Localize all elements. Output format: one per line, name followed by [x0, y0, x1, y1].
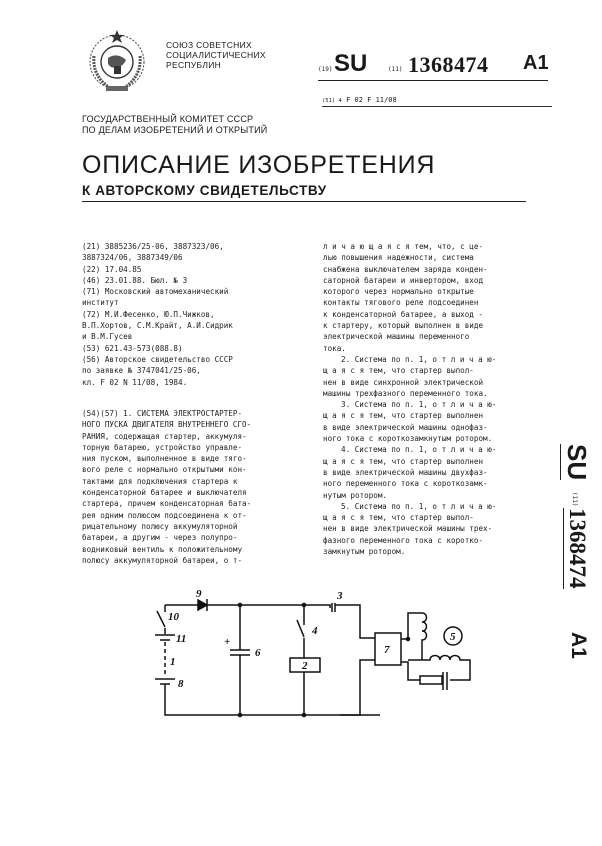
- country-line: СОЮЗ СОВЕТСНИХ: [166, 40, 252, 50]
- claims-left: [82, 408, 251, 566]
- bib-line: по заявке № 3747041/25-06,: [82, 366, 201, 376]
- bib-line: институт: [82, 298, 119, 308]
- claim-line: контакты тягового реле подсоединен: [323, 298, 479, 308]
- circuit-diagram: [140, 590, 490, 720]
- country-line: СОЦИАЛИСТИЧЕСНИХ: [166, 50, 266, 60]
- label-6: 6: [255, 647, 261, 659]
- bib-line: и В.М.Гусев: [82, 332, 133, 342]
- label-7: 7: [384, 644, 390, 656]
- winding: [422, 613, 427, 660]
- code-11-label: (11): [388, 66, 403, 73]
- claim-line: ния пуском, выполненное в виде тяго-: [82, 454, 247, 464]
- contact-3: [332, 603, 335, 612]
- label-3: 3: [337, 590, 343, 602]
- diode-9: [198, 600, 207, 610]
- claim-line: саторной батареи и инвертором, вход: [323, 275, 484, 285]
- bib-line: (72) М.И.Фесенко, Ю.П.Чижков,: [82, 309, 215, 319]
- bib-line: В.П.Хортов, С.М.Крайт, А.И.Сидрик: [82, 321, 233, 331]
- claim-line: машины трехфазного переменного тока.: [323, 388, 488, 398]
- claim-line: 3. Система по п. 1, о т л и ч а ю-: [341, 400, 497, 410]
- claim-line: щ а я с я тем, что стартер выполнен: [323, 411, 484, 421]
- wire: [165, 684, 380, 715]
- wire: [401, 613, 422, 639]
- divider: [82, 201, 526, 202]
- claim-line: электрической машины переменного: [323, 332, 470, 342]
- claim-line: ного переменного тока с короткозамк-: [323, 479, 488, 489]
- claim-line: замкнутым ротором.: [323, 547, 406, 557]
- claim-line: в виде электрической машины однофаз-: [323, 422, 488, 432]
- claim-line: щ а я с я тем, что стартер выпол-: [323, 366, 474, 376]
- label-plus: +: [224, 636, 231, 648]
- claim-line: л и ч а ю щ а я с я тем, что, с це-: [323, 242, 484, 251]
- document-subtitle: К АВТОРСКОМУ СВИДЕТЕЛЬСТВУ: [82, 183, 327, 198]
- claim-line: которого через нормально открытые: [323, 287, 474, 297]
- wire: [335, 605, 375, 638]
- label-10: 10: [168, 611, 179, 623]
- claim-line: НОГО ПУСКА ДВИГАТЕЛЯ ВНУТРЕННЕГО СГО-: [82, 420, 252, 430]
- side-patent-number: [556, 444, 596, 664]
- claim-line: к конденсаторной батарее, а выход -: [323, 309, 484, 319]
- wire: [401, 662, 420, 680]
- country-code: SU: [334, 50, 368, 77]
- claim-line: 4. Система по п. 1, о т л и ч а ю-: [341, 445, 497, 455]
- claim-line: РАНИЯ, содержащая стартер, аккумуля-: [82, 431, 247, 441]
- claim-line: тока.: [323, 343, 346, 353]
- claim-line: снабжена выключателем заряда конден-: [323, 264, 488, 274]
- ipc-classification: [322, 96, 552, 107]
- bib-line: 3887324/06, 3887349/06: [82, 253, 183, 263]
- claim-line: торную батарею, устройство управле-: [82, 442, 243, 452]
- side-code-11: (11): [571, 492, 578, 507]
- label-4: 4: [312, 625, 318, 637]
- side-country-code: SU: [562, 444, 592, 481]
- committee-line: ПО ДЕЛАМ ИЗОБРЕТЕНИЙ И ОТКРЫТИЙ: [82, 124, 268, 135]
- bib-line: (46) 23.01.88. Бюл. № 3: [82, 275, 188, 285]
- patent-number-block: [318, 50, 548, 81]
- claim-line: в виде электрической машины двухфаз-: [323, 467, 488, 477]
- code-19-label: (19): [318, 66, 333, 73]
- side-kind: A1: [567, 632, 590, 659]
- claim-line: лью повышения надежности, система: [323, 253, 474, 263]
- bib-line: (21) 3885236/25-06, 3887323/06,: [82, 242, 224, 251]
- patent-kind: A1: [523, 52, 549, 74]
- committee-name: [82, 114, 267, 135]
- label-5: 5: [450, 631, 456, 643]
- wire: [207, 605, 330, 608]
- wire: [340, 660, 375, 715]
- resistor: [420, 676, 442, 684]
- patent-number: 1368474: [408, 52, 489, 77]
- claims-right: [323, 241, 496, 557]
- bib-line: (53) 621.43-573(088.8): [82, 343, 183, 353]
- claim-line: 5. Система по п. 1, о т л и ч а ю-: [341, 501, 497, 511]
- claim-line: щ а я с я тем, что стартер выпол-: [323, 513, 474, 523]
- country-name: [166, 40, 266, 70]
- label-8: 8: [178, 678, 184, 690]
- country-line: РЕСПУБЛИН: [166, 60, 222, 70]
- ipc-code: F 02 F 11/08: [346, 96, 397, 104]
- claim-line: щ а я с я тем, что стартер выполнен: [323, 456, 484, 466]
- claim-line: водниковый вентиль к положительному: [82, 544, 243, 554]
- bib-line: (56) Авторское свидетельство СССР: [82, 354, 233, 364]
- bib-line: (22) 17.04.85: [82, 264, 142, 274]
- switch-4: [297, 605, 304, 658]
- label-2: 2: [302, 660, 308, 672]
- claim-line: батареи, а другим - через полупро-: [82, 533, 238, 543]
- claim-line: тактами для подключения стартера к: [82, 476, 238, 486]
- claim-line: вого реле с нормально открытыми кон-: [82, 465, 247, 475]
- claim-line: ного тока с короткозамкнутым ротором.: [323, 434, 493, 444]
- ussr-emblem-icon: [82, 26, 152, 96]
- label-9: 9: [196, 590, 202, 600]
- claim-line: конденсаторной батарее и выключателя: [82, 488, 247, 498]
- side-patent-number-text: 1368474: [565, 508, 590, 589]
- claim-line: нен в виде электрической машины трех-: [323, 524, 493, 534]
- switch-10: [157, 605, 165, 634]
- bibliography: [82, 241, 233, 388]
- claim-line: к стартеру, который выполнен в виде: [323, 321, 484, 331]
- claim-line: рея одним полюсом подсоединена к от-: [82, 510, 247, 520]
- claim-line: фазного переменного тока с коротко-: [323, 535, 484, 545]
- claim-line: нен в виде синхронной электрической: [323, 377, 484, 387]
- claim-line: стартера, причем конденсаторная бата-: [82, 499, 252, 509]
- document-title: ОПИСАНИЕ ИЗОБРЕТЕНИЯ: [82, 151, 436, 179]
- bib-line: кл. F 02 N 11/08, 1984.: [82, 377, 188, 387]
- label-1: 1: [170, 656, 176, 668]
- committee-line: ГОСУДАРСТВЕННЫЙ КОМИТЕТ СССР: [82, 114, 254, 124]
- claim-line: рицательному полюсу аккумуляторной: [82, 521, 238, 531]
- claim-line: 2. Система по п. 1, о т л и ч а ю-: [341, 354, 497, 364]
- claim-line: нутым ротором.: [323, 490, 388, 500]
- bib-line: (71) Московский автомеханический: [82, 287, 229, 297]
- claim-line: полюсу аккумуляторной батареи, о т-: [82, 555, 243, 565]
- ipc-label: (51) 4: [322, 98, 342, 104]
- label-11: 11: [176, 633, 187, 645]
- claim-line: (54)(57) 1. СИСТЕМА ЭЛЕКТРОСТАРТЕР-: [82, 409, 243, 418]
